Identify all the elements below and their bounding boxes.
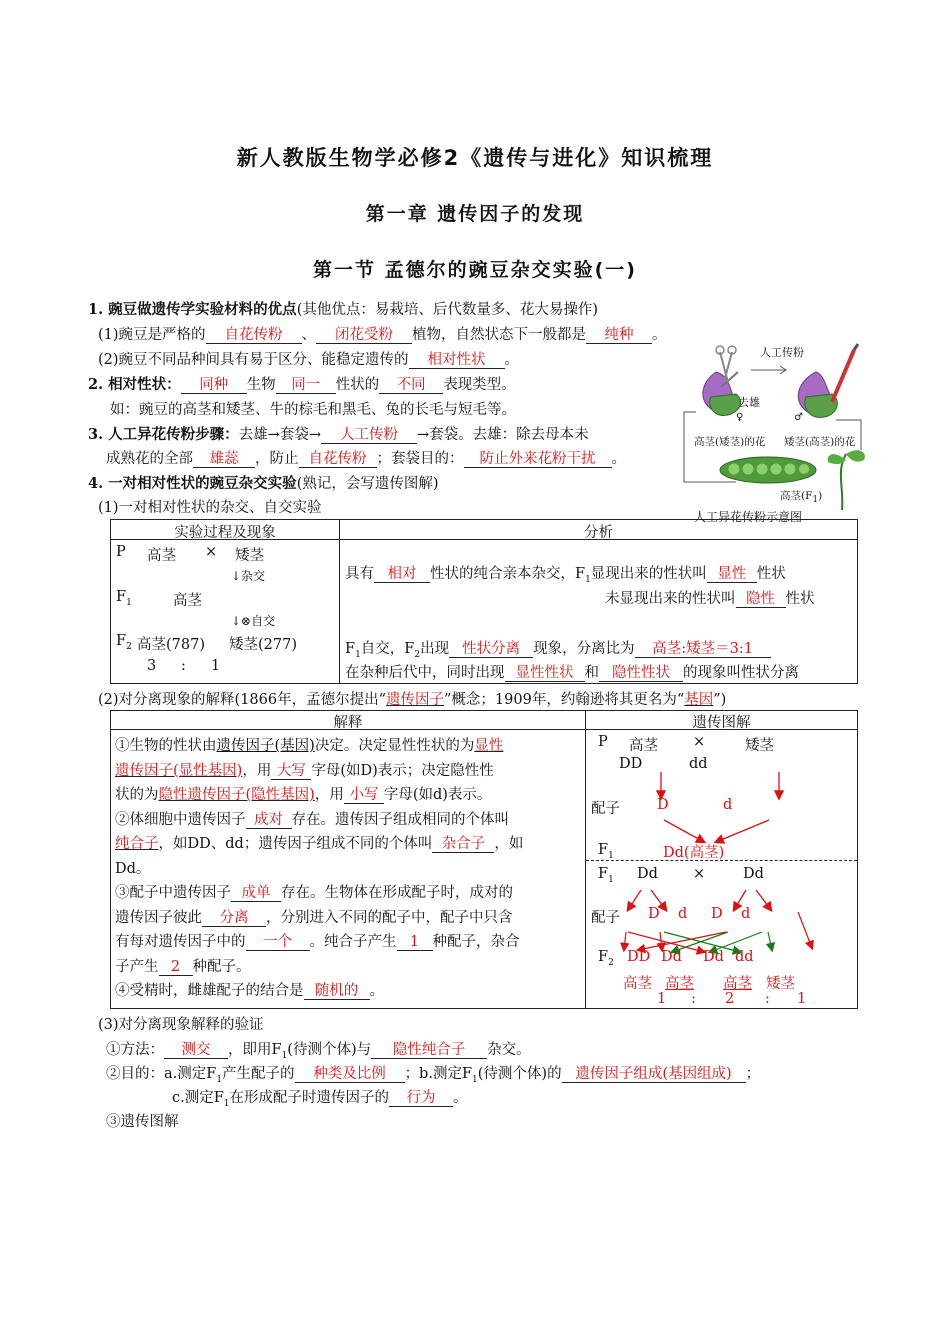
section-title: 第一节 孟德尔的豌豆杂交实验(一) <box>313 259 637 281</box>
label-f1: 高茎$(F_1)$ <box>780 490 823 506</box>
verify-method: ①方法： 测交 ，即用$F_1$(待测个体)与 隐性纯合子 杂交。 <box>106 1042 531 1061</box>
analysis-line-1: 具有 相对 性状的纯合亲本杂交，$F_1$显现出来的性状叫 显性 性状 <box>345 566 786 585</box>
diag2-f2-label: $F_2$ <box>598 949 614 968</box>
diag2-gamete-4: d <box>741 906 751 922</box>
diag2-Dd-right: Dd <box>743 866 764 882</box>
figure-caption: 人工异花传粉示意图 <box>694 510 803 524</box>
explanation-text <box>115 734 523 1004</box>
f2-short-count: 矮茎(277) <box>229 637 297 653</box>
diag-p: P <box>598 734 608 750</box>
subsection-1-heading: (1)一对相对性状的杂交、自交实验 <box>98 500 322 516</box>
female-symbol: ♀ <box>736 412 744 423</box>
point-4-heading: 4. 一对相对性状的豌豆杂交实验(熟记，会写遗传图解) <box>88 475 439 492</box>
pollination-figure <box>676 342 876 522</box>
table1-header-process: 实验过程及现象 <box>174 525 276 541</box>
diag2-phenotype-4: 矮茎 <box>766 976 795 992</box>
diag2-ratio-1: 1 <box>657 991 667 1007</box>
subsection-2-heading: (2)对分离现象的解释(1866年，孟德尔提出“遗传因子”概念；1909年，约翰逊将其更名为“基因”) <box>98 692 727 708</box>
diag2-offspring-1: DD <box>627 949 651 965</box>
analysis-line-2: 未显现出来的性状叫 隐性 性状 <box>605 591 815 607</box>
table1-header-analysis: 分析 <box>584 525 613 541</box>
ratio-1: 1 <box>211 658 221 674</box>
verify-purpose-ab: ②目的：a.测定$F_1$产生配子的 种类及比例 ；b.测定$F_1$(待测个体)的 遗传因子组成(基因组成) ； <box>106 1066 761 1085</box>
diag2-ratio-2: 2 <box>725 991 735 1007</box>
male-symbol: ♂ <box>794 412 803 423</box>
point-3-line-1: 3. 人工异花传粉步骤：去雄→套袋→ 人工传粉 →套袋。去雄：除去母本未 <box>88 426 589 443</box>
exp-line-7: ③配子中遗传因子 成单 存在。生物体在形成配子时，成对的 <box>115 885 513 901</box>
p-tall: 高茎 <box>147 548 176 564</box>
exp-line-3: 状的为隐性遗传因子(隐性基因)，用 小写 字母(如d)表示。 <box>115 787 492 803</box>
exp-line-5: 纯合子，如DD、dd；遗传因子组成不同的个体叫 杂合子 ，如 <box>115 836 524 852</box>
exp-line-4: ②体细胞中遗传因子 成对 存在。遗传因子组成相同的个体叫 <box>115 811 509 828</box>
cross-experiment-table <box>110 519 858 684</box>
point-3-line-2: 成熟花的全部 雄蕊 ，防止 自花传粉 ；套袋目的： 防止外来花粉干扰 。 <box>106 451 626 467</box>
diag-gamete-d: d <box>723 797 733 813</box>
diag-p-tall: 高茎 <box>629 738 658 754</box>
diag2-f1-label: $F_1$ <box>598 866 614 885</box>
diag2-offspring-4: dd <box>735 949 754 965</box>
exp-line-2: 遗传因子(显性基因)，用 大写 字母(如D)表示；决定隐性性 <box>115 762 494 779</box>
point-1-line-1: (1)豌豆是严格的 自花传粉 、 闭花受粉 植物，自然状态下一般都是 纯种 。 <box>98 327 667 343</box>
point-2-example: 如：豌豆的高茎和矮茎、牛的棕毛和黑毛、兔的长毛与短毛等。 <box>110 402 516 418</box>
diag-gamete-D: D <box>657 797 669 813</box>
f1-label: $F_1$ <box>116 589 132 608</box>
f2-tall-count: 高茎(787) <box>137 637 205 653</box>
diag-f1-label: $F_1$ <box>598 842 614 861</box>
diag2-phenotype-2: 高茎 <box>665 976 694 992</box>
pollination-illustration <box>676 342 876 522</box>
diag2-phenotype-3: 高茎 <box>723 976 752 992</box>
diag2-gamete-3: D <box>711 906 723 922</box>
exp-line-9: 有每对遗传因子中的 一个 。纯合子产生 1 种配子，杂合 <box>115 934 520 950</box>
diag2-ratio-3: 1 <box>797 991 807 1007</box>
point-2: 2. 相对性状： 同种 生物 同一 性状的 不同 表现类型。 <box>88 376 516 393</box>
label-flower-right: 矮茎(高茎)的花 <box>784 436 856 448</box>
point-1-line-2: (2)豌豆不同品种间具有易于区分、能稳定遗传的 相对性状 。 <box>98 352 520 368</box>
diag2-gamete-label: 配子 <box>591 910 620 926</box>
f2-label: $F_2$ <box>116 633 132 652</box>
diag2-cross: × <box>693 866 706 882</box>
f1-tall: 高茎 <box>173 593 202 609</box>
diag2-Dd-left: Dd <box>637 866 658 882</box>
exp-line-8: 遗传因子彼此 分离 ，分别进入不同的配子中，配子中只含 <box>115 909 513 926</box>
p-short: 矮茎 <box>235 548 264 564</box>
label-emasculation: 去雄 <box>738 396 760 409</box>
exp-line-1: ①生物的性状由遗传因子(基因)决定。决定显性性状的为显性 <box>115 738 504 754</box>
ratio-3: 3 <box>147 658 157 674</box>
analysis-line-4: 在杂种后代中，同时出现 显性性状 和 隐性性状 的现象叫性状分离 <box>345 665 799 681</box>
diag2-gamete-1: D <box>648 906 660 922</box>
diag2-ratio-colon-1: : <box>691 991 696 1007</box>
label-pollination: 人工传粉 <box>760 346 804 359</box>
diag-dd: dd <box>689 756 708 772</box>
p-generation-label: P <box>116 544 126 560</box>
table2-header-diagram: 遗传图解 <box>692 715 751 731</box>
diag2-gamete-2: d <box>678 906 688 922</box>
chapter-title: 第一章 遗传因子的发现 <box>365 203 585 225</box>
diag-f1-Dd: Dd(高茎) <box>663 845 725 861</box>
diag-DD: DD <box>619 756 643 772</box>
diag-p-short: 矮茎 <box>745 738 774 754</box>
hybridize-arrow: ↓杂交 <box>231 569 266 583</box>
subsection-3-heading: (3)对分离现象解释的验证 <box>98 1017 264 1033</box>
exp-line-10: 子产生 2 种配子。 <box>115 958 251 975</box>
explanation-table <box>110 710 858 1009</box>
diag2-offspring-2: Dd <box>661 949 682 965</box>
selfing-arrow: ↓⊗自交 <box>231 614 276 628</box>
diag2-ratio-colon-2: : <box>765 991 770 1007</box>
table2-header-explanation: 解释 <box>333 715 363 731</box>
exp-line-11: ④受精时，雌雄配子的结合是 随机的 。 <box>115 983 384 999</box>
verify-purpose-c: c.测定$F_1$在形成配子时遗传因子的 行为 。 <box>172 1090 468 1109</box>
diag-gamete-label: 配子 <box>591 801 620 817</box>
point-1-heading: 1. 豌豆做遗传学实验材料的优点(其他优点：易栽培、后代数量多、花大易操作) <box>88 301 598 318</box>
cross-symbol: × <box>205 544 218 560</box>
verify-diagram-label: ③遗传图解 <box>106 1114 179 1130</box>
page-title: 新人教版生物学必修2《遗传与进化》知识梳理 <box>236 146 714 170</box>
exp-line-6: Dd。 <box>115 860 151 877</box>
diag2-phenotype-1: 高茎 <box>623 976 652 992</box>
diag2-offspring-3: Dd <box>703 949 724 965</box>
label-flower-left: 高茎(矮茎)的花 <box>694 436 766 448</box>
diag-cross: × <box>693 734 706 750</box>
analysis-line-3: $F_1$自交，$F_2$出现 性状分离 现象，分离比为 高茎:矮茎＝3:1 <box>345 637 771 660</box>
ratio-colon: : <box>181 658 186 674</box>
